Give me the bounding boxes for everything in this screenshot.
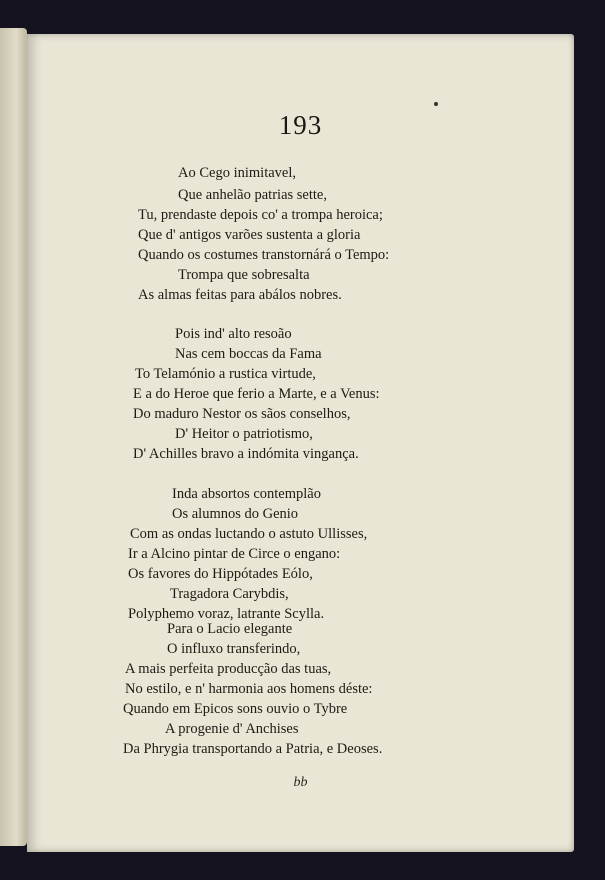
verse-line: Quando em Epicos sons ouvio o Tybre bbox=[123, 701, 348, 717]
verse-line: Que d' antigos varões sustenta a gloria bbox=[138, 227, 361, 243]
verse-line: A progenie d' Anchises bbox=[165, 721, 299, 737]
verse-line: Os alumnos do Genio bbox=[172, 506, 299, 522]
signature-mark: bb bbox=[293, 775, 308, 790]
verse-line: D' Heitor o patriotismo, bbox=[175, 426, 313, 442]
verse-line: Ao Cego inimitavel, bbox=[178, 165, 296, 181]
verse-line: Os favores do Hippótades Eólo, bbox=[128, 566, 313, 582]
book-page bbox=[27, 34, 574, 852]
verse-line: Que anhelão patrias sette, bbox=[178, 187, 327, 203]
verse-line: Tragadora Carybdis, bbox=[170, 586, 289, 602]
page-spot bbox=[434, 102, 438, 106]
verse-line: No estilo, e n' harmonia aos homens déste: bbox=[125, 681, 373, 697]
verse-line: A mais perfeita producção das tuas, bbox=[125, 661, 332, 677]
verse-line: To Telamónio a rustica virtude, bbox=[135, 366, 316, 382]
verse-line: Trompa que sobresalta bbox=[178, 267, 310, 283]
verse-line: Com as ondas luctando o astuto Ullisses, bbox=[130, 526, 368, 542]
verse-line: O influxo transferindo, bbox=[167, 641, 301, 657]
verse-line: Pois ind' alto resoão bbox=[175, 326, 292, 342]
verse-line: Da Phrygia transportando a Patria, e Deoses. bbox=[123, 741, 383, 757]
verse-line: D' Achilles bravo a indómita vingança. bbox=[133, 446, 359, 462]
page-number: 193 bbox=[278, 110, 323, 140]
verse-line: Quando os costumes transtornárá o Tempo: bbox=[138, 247, 390, 263]
verse-line: Do maduro Nestor os sãos conselhos, bbox=[133, 406, 351, 422]
verse-line: E a do Heroe que ferio a Marte, e a Venus: bbox=[133, 386, 380, 402]
verse-line: Para o Lacio elegante bbox=[167, 621, 293, 637]
verse-line: Inda absortos contemplão bbox=[172, 486, 321, 502]
left-page-edge bbox=[0, 28, 27, 846]
verse-line: Ir a Alcino pintar de Circe o engano: bbox=[128, 546, 341, 562]
verse-line: Nas cem boccas da Fama bbox=[175, 346, 322, 362]
verse-line: As almas feitas para abálos nobres. bbox=[138, 287, 342, 303]
verse-line: Polyphemo voraz, latrante Scylla. bbox=[128, 606, 325, 622]
verse-line: Tu, prendaste depois co' a trompa heroica; bbox=[138, 207, 383, 223]
